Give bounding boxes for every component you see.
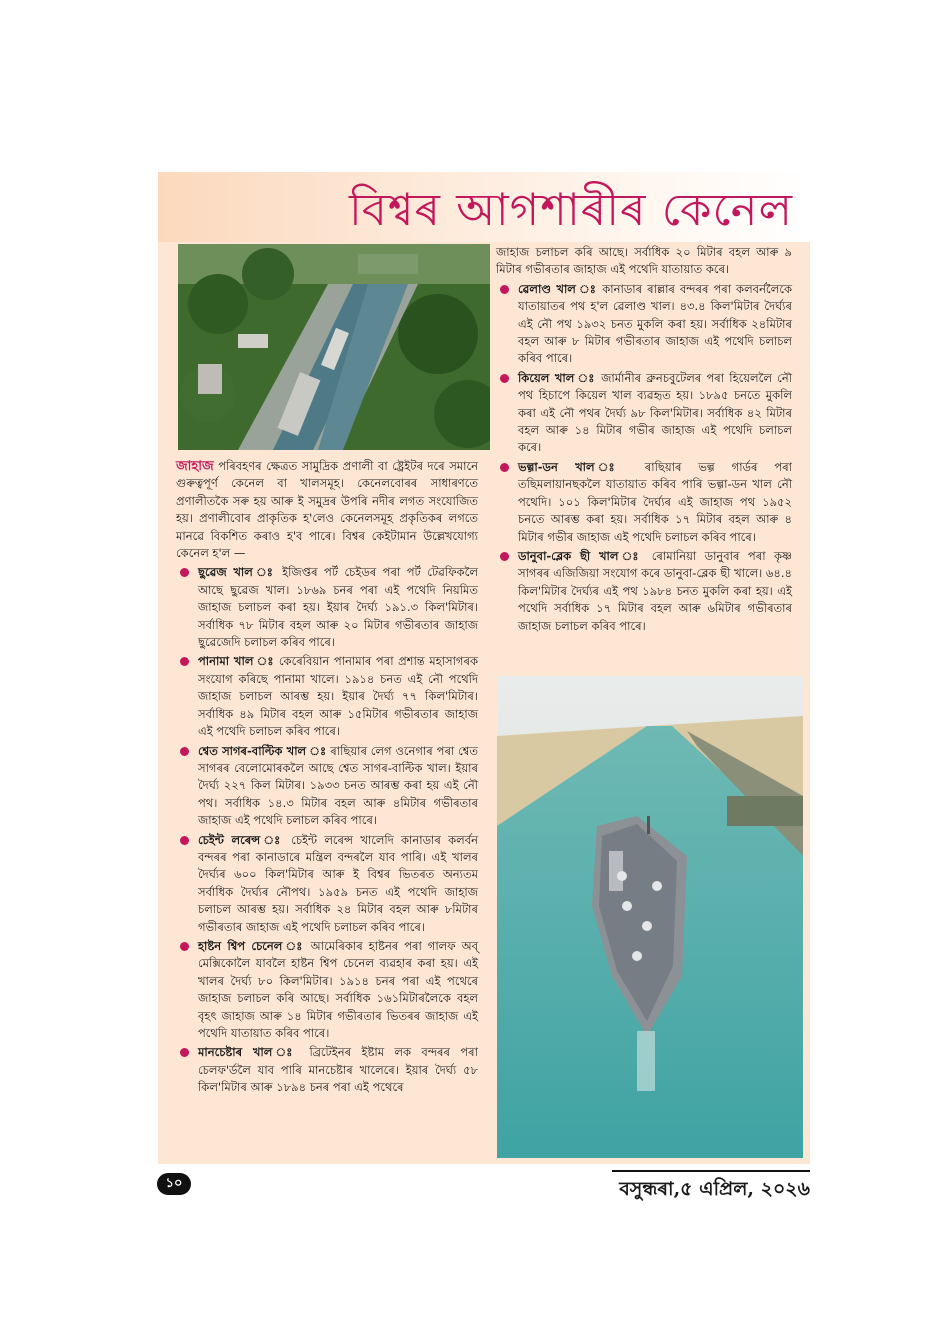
canal-name: শ্বেত সাগৰ-বাল্টিক খাল ঃ	[198, 743, 327, 758]
canal-name: চেইন্ট লৰেন্স ঃ	[198, 832, 284, 847]
list-item	[176, 743, 478, 830]
list-item	[496, 370, 792, 457]
intro-text: পৰিবহণৰ ক্ষেত্ৰত সামুদ্ৰিক প্ৰণালী বা ষ্ট্ৰেইটৰ দৰে সমানে গুৰুত্বপূৰ্ণ কেনেল বা খালসমূহ। কেনেলবোৰৰ সাধাৰণতে প্ৰণালীতকৈ সৰু হয় আৰু ই সমুদ্ৰৰ উপৰি নদীৰ লগত সংযোজিত হয়। প্ৰণালীবোৰ প্ৰাকৃতিক হ'লেও কেনেলসমূহ প্ৰকৃতিকৰ লগতে মানৱে বিকশিত কৰাও হ'ব পাৰে। বিশ্বৰ কেইটামান উল্লেখযোগ্য কেনেল হ'ল —	[176, 459, 478, 561]
bullet-icon	[180, 747, 189, 756]
canal-text: কানাডাৰ ৰাল্লাৰ বন্দৰৰ পৰা কলবৰ্নলৈকে যাতায়াতৰ পথ হ'ল ৱেলাণ্ড খাল। ৪৩.৪ কিল'মিটাৰ দৈৰ্ঘ্যৰ এই নৌ পথ ১৯৩২ চনত মুকলি কৰা হয়। সৰ্বাধিক ২৪মিটাৰ বহল আৰু ৮ মিটাৰ গভীৰতাৰ জাহাজ এই পথেদি চলাচল কৰিব পাৰে।	[518, 281, 793, 366]
footer-publication: বসুন্ধৰা,৫ এপ্ৰিল, ২০২৬	[619, 1178, 810, 1200]
canal-name: ছুৱেজ খাল ঃ	[198, 565, 276, 580]
list-item	[176, 564, 478, 651]
list-item	[176, 832, 478, 936]
article-title: বিশ্বৰ আগশাৰীৰ কেনেল	[349, 183, 793, 236]
canal-name: ডানুবা-ব্লেক ছী খাল ঃ	[518, 548, 644, 563]
canal-text: ৰাছিয়াৰ লেগ ওনেগাৰ পৰা শ্বেত সাগৰৰ বেলোমোৰকলৈ আছে শ্বেত সাগৰ-বাল্টিক খাল। ইয়াৰ দৈৰ্ঘ্য ২২৭ কিল মিটাৰ। ১৯৩৩ চনত আৰম্ভ কৰা হয় এই নৌ পথ। সৰ্বাধিক ১৪.৩ মিটাৰ বহল আৰু ৪মিটাৰ গভীৰতাৰ জাহাজ এই পথেদি চলাচল কৰিব পাৰে।	[198, 743, 478, 828]
page-number: ১০	[157, 1173, 191, 1195]
aircraft-carrier-photo	[497, 676, 803, 1158]
list-item	[176, 1044, 478, 1096]
canal-name: মানচেষ্টাৰ খাল ঃ	[198, 1045, 300, 1060]
right-column	[496, 244, 792, 635]
canal-text: আমেৰিকাৰ হাষ্টনৰ পৰা গালফ অব্ মেক্সিকোলৈ যাবলৈ হাষ্টন শ্বিপ চেনেল ব্যৱহাৰ কৰা হয়। এই খালৰ দৈৰ্ঘ্য ৮০ কিল'মিটাৰ। ১৯১৪ চনৰ পৰা এই পথেৰে জাহাজ চলাচল কৰি আছে। সৰ্বাধিক ১৬১মিটাৰলৈকে বহল বৃহৎ জাহাজ আৰু ১৪ মিটাৰ গভীৰতাৰ ভিতৰৰ জাহাজ এই পথেদি যাতায়াত কৰিব পাৰে।	[198, 938, 478, 1040]
canal-text: কেৰেবিয়ান পানামাৰ পৰা প্ৰশান্ত মহাসাগৰক সংযোগ কৰিছে পানামা খালে। ১৯১৪ চনত এই নৌ পথেদি জাহাজ চলাচল আৰম্ভ হয়। ইয়াৰ দৈৰ্ঘ্য ৭৭ কিল'মিটাৰ। সৰ্বাধিক ৪৯ মিটাৰ বহল আৰু ১৫মিটাৰ গভীৰতাৰ জাহাজ এই পথেদি চলাচল কৰিব পাৰে।	[198, 654, 478, 739]
canal-text: ৰোমানিয়া ডানুবাৰ পৰা কৃষ্ণ সাগৰৰ এজিজিয়া সংযোগ কৰে ডানুবা-ব্লেক ছী খালে। ৬৪.৪ কিল'মিটাৰ দৈৰ্ঘ্যৰ এই পথ ১৯৮৪ চনত মুকলি কৰা হয়। এই পথেদি সৰ্বাধিক ১৭ মিটাৰ বহল আৰু ৬মিটাৰ গভীৰতাৰ জাহাজ চলাচল কৰিব পাৰে।	[518, 548, 792, 633]
bullet-icon	[180, 1048, 189, 1057]
bullet-icon	[500, 285, 509, 294]
left-column	[176, 458, 478, 1097]
list-item	[176, 938, 478, 1042]
continued-paragraph: জাহাজ চলাচল কৰি আছে। সৰ্বাধিক ২০ মিটাৰ বহল আৰু ৯ মিটাৰ গভীৰতাৰ জাহাজ এই পথেদি যাতায়াত কৰে।	[496, 245, 792, 277]
canal-text: চেইন্ট লৰেন্স খালেদি কানাডাৰ কলৰ্বন বন্দৰৰ পৰা কানাডাৰে মন্ত্ৰিল বন্দৰলৈ যাব পাৰি। এই খালৰ দৈৰ্ঘ্যৰ ৬০০ কিল'মিটাৰ আৰু ই বিশ্বৰ ভিতৰত অন্যতম সৰ্বাধিক দৈৰ্ঘ্যৰ নৌপথ। ১৯৫৯ চনত এই পথেদি জাহাজ চলাচল আৰম্ভ হয়। সৰ্বাধিক ২৪ মিটাৰ বহল আৰু ৮মিটাৰ গভীৰতাৰ জাহাজ এই পথেদি চলাচল কৰিব পাৰে।	[198, 832, 478, 934]
canal-text: ৰাছিয়াৰ ভল্গ গাৰ্ডৰ পৰা তছিমলায়ানছকলৈ যাতায়াত কৰিব পাৰি ভল্গা-ডন খাল নৌ পথেদি। ১০১ কিল'মিটাৰ দৈৰ্ঘ্যৰ এই জাহাজ পথ ১৯৫২ চনতে আৰম্ভ কৰা হয়। সৰ্বাধিক ১৭ মিটাৰ বহল আৰু ৪ মিটাৰ গভীৰ জাহাজ এই পথেদি চলাচল কৰিব পাৰে।	[518, 459, 792, 544]
canal-text: জাৰ্মানীৰ ব্ৰুনচবুটেলৰ পৰা হিয়েললৈ নৌ পথ হিচাপে কিয়েল খাল ব্যৱহৃত হয়। ১৮৯৫ চনতে মুকলি কৰা এই নৌ পথৰ দৈৰ্ঘ্য ৯৮ কিল'মিটাৰ। সৰ্বাধিক ৪২ মিটাৰ বহল আৰু ১৪ মিটাৰ গভীৰ জাহাজ এই পথেদি চলাচল কৰে।	[518, 370, 793, 455]
canal-lock-photo	[178, 244, 490, 450]
intro-lead: জাহাজ	[176, 459, 214, 474]
bullet-icon	[180, 568, 189, 577]
list-item	[496, 281, 792, 368]
canal-text: ব্ৰিটেইনৰ ইষ্টাম লক বন্দৰৰ পৰা চেলফ'ৰ্ডলৈ যাব পাৰি মানচেষ্টাৰ খালেৰে। ইয়াৰ দৈৰ্ঘ্য ৫৮ কিল'মিটাৰ আৰু ১৮৯৪ চনৰ পৰা এই পথেৰে	[198, 1045, 478, 1095]
canal-name: ভল্গা-ডন খাল ঃ	[518, 459, 628, 474]
intro-paragraph	[176, 458, 478, 562]
canal-text: ইজিপ্তৰ পৰ্ট চেইডৰ পৰা পৰ্ট টেৱফিকলৈ আছে ছুৱেজ খাল। ১৮৬৯ চনৰ পৰা এই পথেদি নিয়মিত জাহাজ চলাচল কৰা হয়। ইয়াৰ দৈৰ্ঘ্য ১৯১.৩ কিল'মিটাৰ। সৰ্বাধিক ৭৮ মিটাৰ বহল আৰু ২০ মিটাৰ গভীৰতাৰ জাহাজ ছুৱেজেদি চলাচল কৰিব পাৰে।	[198, 565, 478, 650]
footer-rule	[612, 1170, 810, 1172]
list-item	[496, 459, 792, 546]
bullet-icon	[180, 836, 189, 845]
list-item	[176, 653, 478, 740]
canal-name: পানামা খাল ঃ	[198, 654, 275, 669]
bullet-icon	[500, 552, 509, 561]
bullet-icon	[180, 942, 189, 951]
canal-name: হাষ্টন শ্বিপ চেনেল ঃ	[198, 938, 305, 953]
list-item	[496, 548, 792, 635]
bullet-icon	[500, 374, 509, 383]
canal-name: ৱেলাণ্ড খাল ঃ	[518, 281, 598, 296]
bullet-icon	[180, 657, 189, 666]
bullet-icon	[500, 463, 509, 472]
canal-name: কিয়েল খাল ঃ	[518, 370, 596, 385]
